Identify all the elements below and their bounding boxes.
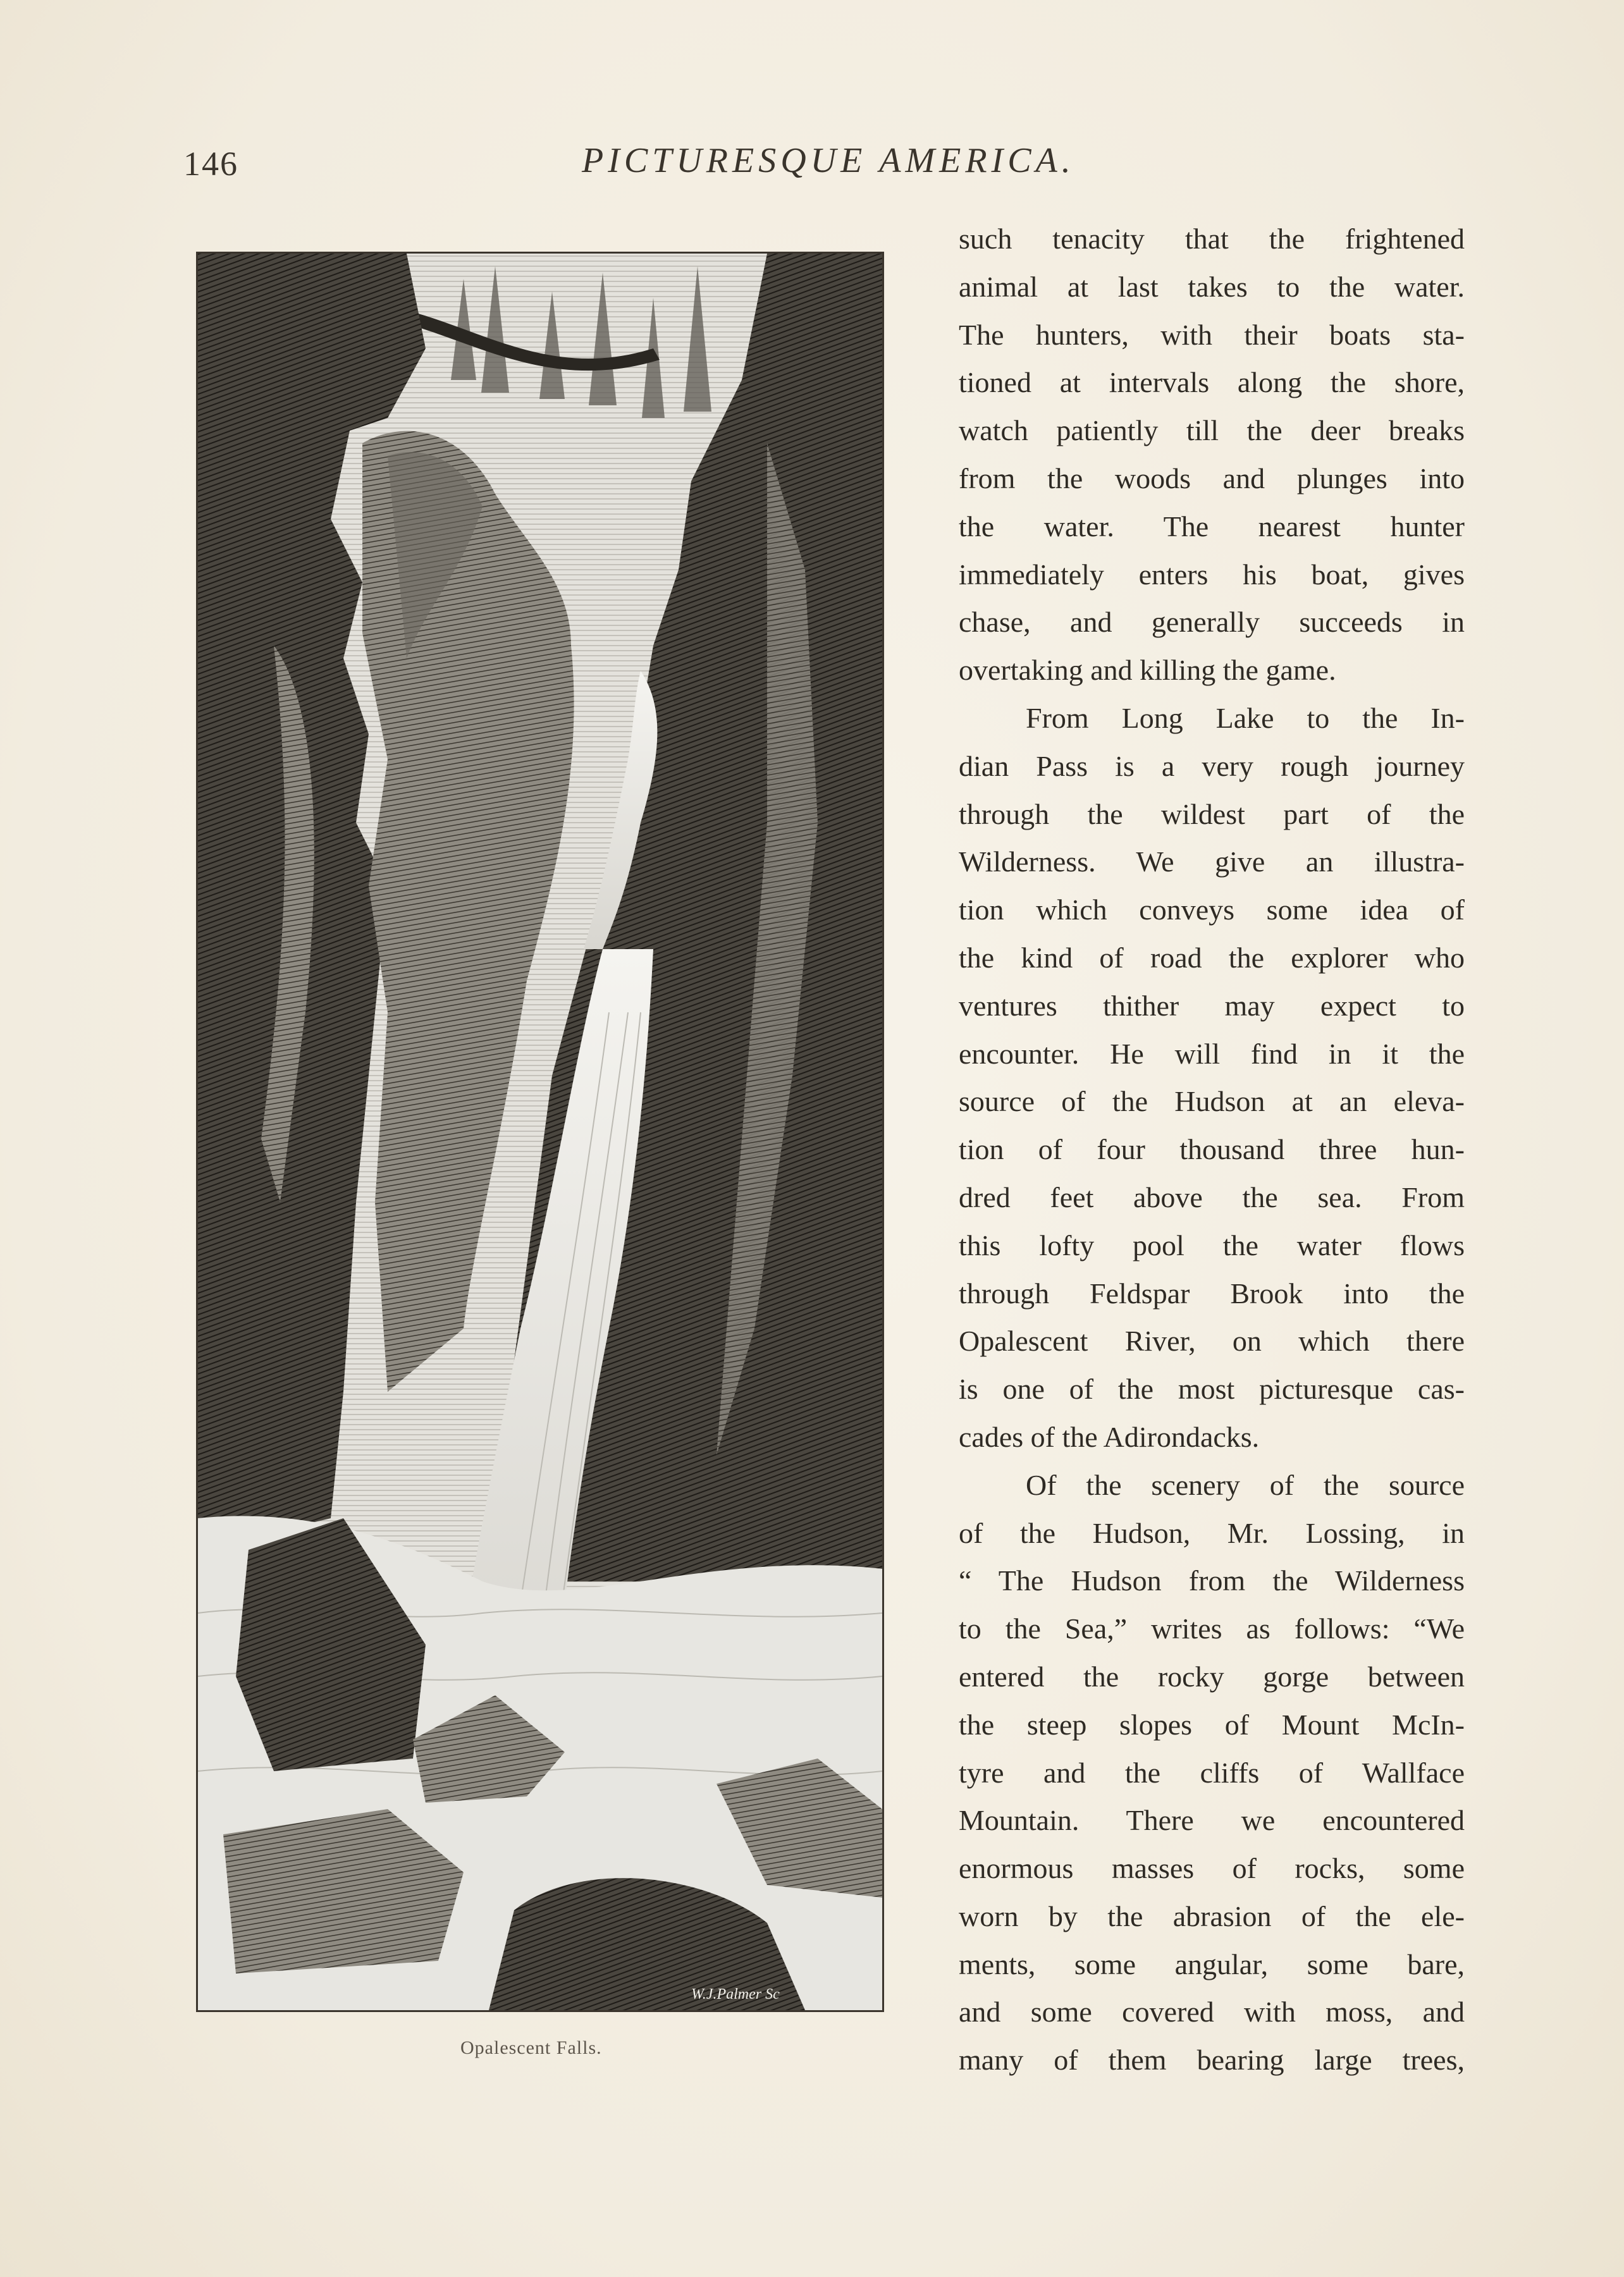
- text-line: through Feldspar Brook into the: [959, 1277, 1465, 1310]
- text-line: through the wildest part of the: [959, 797, 1465, 830]
- text-line: ventures thither may expect to: [959, 989, 1465, 1022]
- text-line: tion which conveys some idea of: [959, 893, 1465, 926]
- text-line: tyre and the cliffs of Wallface: [959, 1756, 1465, 1789]
- text-line: Wilderness. We give an illustra-: [959, 845, 1465, 878]
- page-number: 146: [183, 145, 238, 183]
- text-line: watch patiently till the deer breaks: [959, 414, 1465, 447]
- waterfall-engraving-icon: [198, 254, 882, 2010]
- text-line: source of the Hudson at an eleva-: [959, 1085, 1465, 1118]
- text-line: worn by the abrasion of the ele-: [959, 1900, 1465, 1932]
- text-line: the water. The nearest hunter: [959, 510, 1465, 543]
- text-line: encounter. He will find in it the: [959, 1037, 1465, 1070]
- text-line: such tenacity that the frightened: [959, 223, 1465, 255]
- engraver-signature: W.J.Palmer Sc: [691, 1986, 780, 2003]
- text-line: chase, and generally succeeds in: [959, 606, 1465, 639]
- text-line: ments, some angular, some bare,: [959, 1948, 1465, 1980]
- text-line: immediately enters his boat, gives: [959, 558, 1465, 591]
- text-line: tioned at intervals along the shore,: [959, 366, 1465, 399]
- text-line: this lofty pool the water flows: [959, 1229, 1465, 1261]
- running-title: PICTURESQUE AMERICA.: [582, 141, 1075, 180]
- text-line: Mountain. There we encountered: [959, 1804, 1465, 1837]
- text-line: Opalescent River, on which there: [959, 1325, 1465, 1358]
- text-column: [959, 215, 1465, 2084]
- waterfall-illustration: [196, 252, 884, 2012]
- text-line: cades of the Adirondacks.: [959, 1420, 1260, 1453]
- text-line: From Long Lake to the In-: [1026, 701, 1465, 734]
- text-line: “ The Hudson from the Wilderness: [959, 1564, 1465, 1597]
- text-line: enormous masses of rocks, some: [959, 1852, 1465, 1885]
- text-line: the steep slopes of Mount McIn-: [959, 1708, 1465, 1741]
- text-line: from the woods and plunges into: [959, 462, 1465, 494]
- text-line: is one of the most picturesque cas-: [959, 1373, 1465, 1406]
- text-line: many of them bearing large trees,: [959, 2044, 1465, 2077]
- text-line: to the Sea,” writes as follows: “We: [959, 1612, 1465, 1645]
- text-line: and some covered with moss, and: [959, 1996, 1465, 2028]
- text-line: tion of four thousand three hun-: [959, 1133, 1465, 1166]
- illustration-caption: Opalescent Falls.: [460, 2037, 602, 2058]
- text-line: animal at last takes to the water.: [959, 270, 1465, 303]
- text-line: dred feet above the sea. From: [959, 1181, 1465, 1213]
- text-line: dian Pass is a very rough journey: [959, 749, 1465, 782]
- text-line: The hunters, with their boats sta-: [959, 318, 1465, 351]
- text-line: overtaking and killing the game.: [959, 654, 1336, 687]
- text-line: Of the scenery of the source: [1026, 1468, 1465, 1501]
- text-line: of the Hudson, Mr. Lossing, in: [959, 1516, 1465, 1549]
- text-line: the kind of road the explorer who: [959, 941, 1465, 974]
- text-line: entered the rocky gorge between: [959, 1660, 1465, 1693]
